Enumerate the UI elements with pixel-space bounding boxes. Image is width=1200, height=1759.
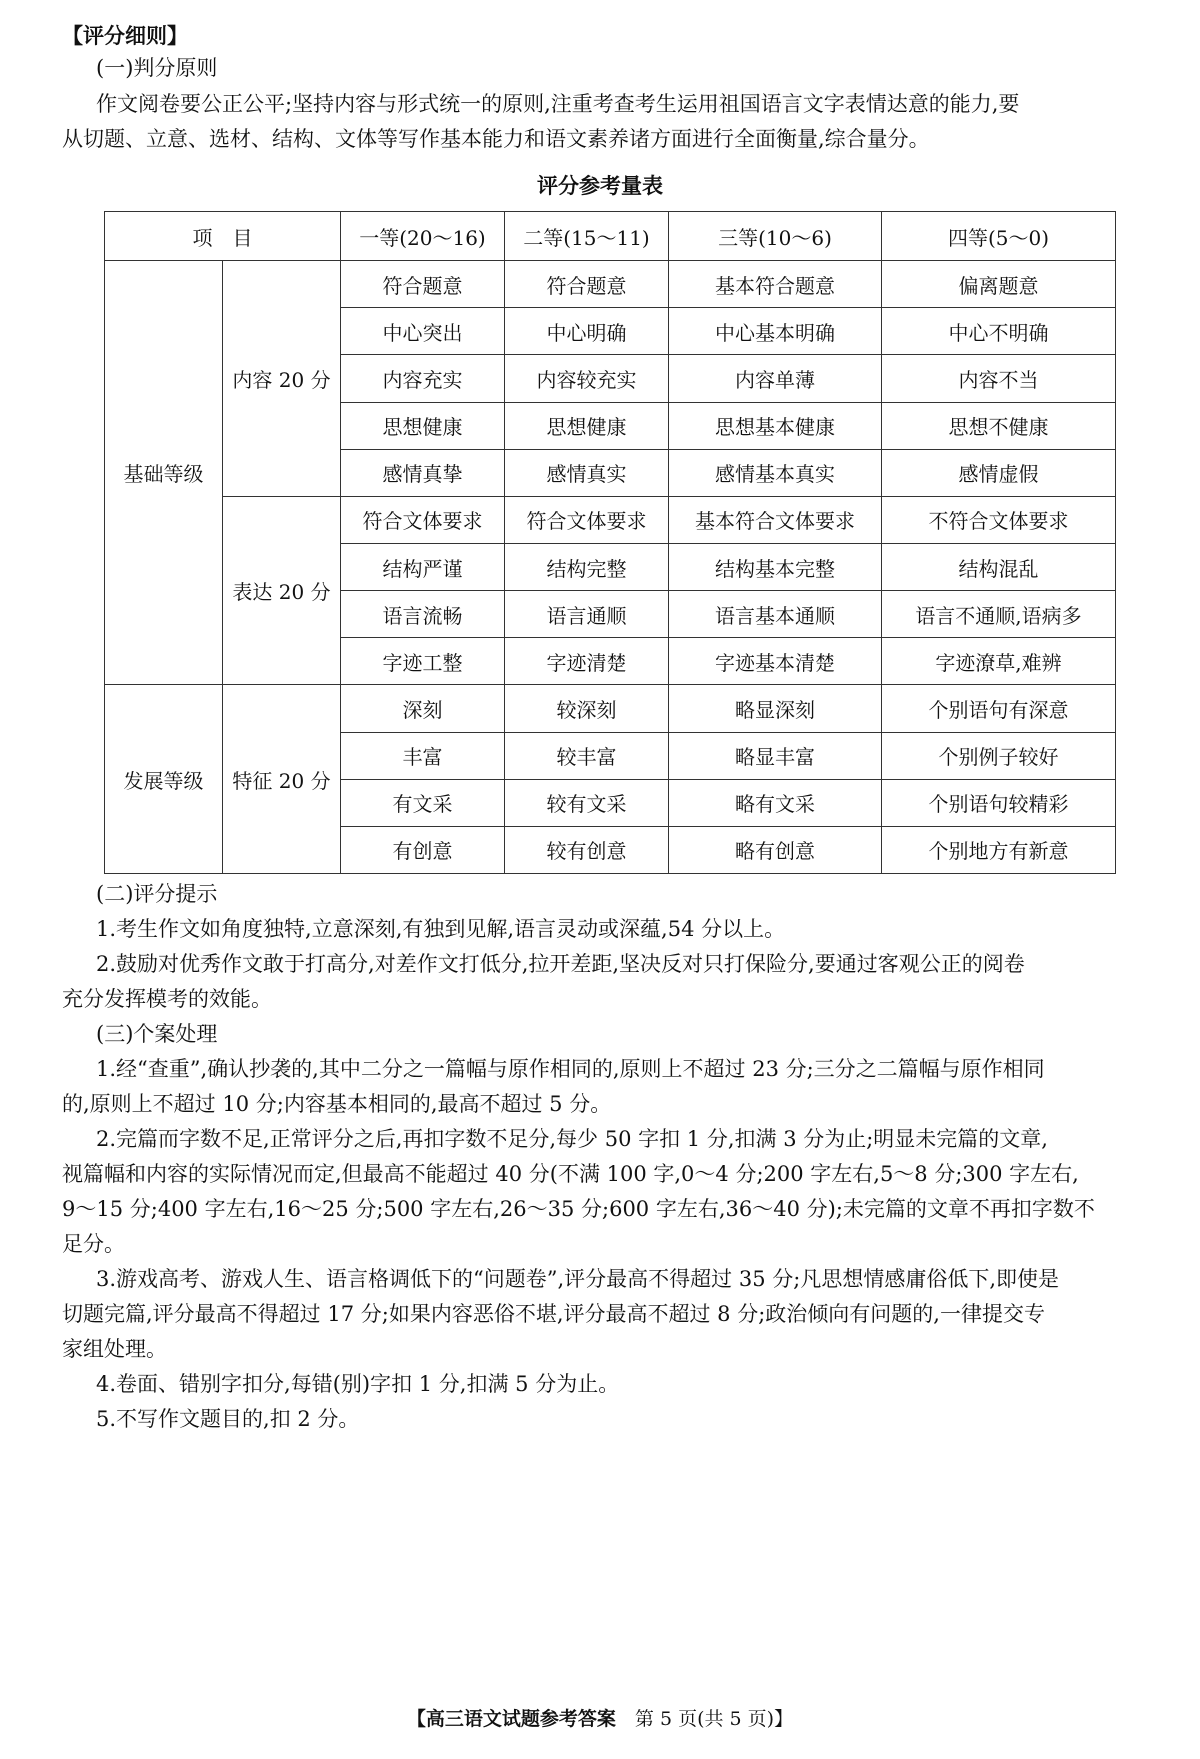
table-cell: 结构完整 — [505, 543, 669, 590]
section2-title: (二)评分提示 — [96, 882, 218, 906]
table-cell: 内容充实 — [341, 355, 505, 402]
table-cell: 基本符合文体要求 — [669, 496, 882, 543]
table-cell: 有文采 — [341, 779, 505, 826]
table-cell: 中心明确 — [505, 308, 669, 355]
section3-line: 切题完篇,评分最高不得超过 17 分;如果内容恶俗不堪,评分最高不超过 8 分;政治倾向有问题的,一律提交专 — [62, 1302, 1045, 1326]
section1-title: (一)判分原则 — [96, 56, 218, 80]
table-cell: 感情真挚 — [341, 449, 505, 496]
footer-page-number: 第 5 页(共 5 页)】 — [634, 1708, 794, 1730]
section3-line: 家组处理。 — [62, 1337, 167, 1361]
table-cell: 较有创意 — [505, 826, 669, 873]
section3-line: 4.卷面、错别字扣分,每错(别)字扣 1 分,扣满 5 分为止。 — [96, 1372, 620, 1396]
item-label-cell: 特征 20 分 — [223, 685, 341, 874]
section3-line: 视篇幅和内容的实际情况而定,但最高不能超过 40 分(不满 100 字,0～4 分;200 字左右,5～8 分;300 字左右, — [62, 1162, 1079, 1186]
table-cell: 中心基本明确 — [669, 308, 882, 355]
table-cell: 丰富 — [341, 732, 505, 779]
table-cell: 略显丰富 — [669, 732, 882, 779]
table-cell: 个别语句有深意 — [882, 685, 1116, 732]
table-cell: 较有文采 — [505, 779, 669, 826]
table-cell: 略有创意 — [669, 826, 882, 873]
table-cell: 结构严谨 — [341, 543, 505, 590]
header-grade4-cell: 四等(5～0) — [882, 212, 1116, 261]
table-cell: 有创意 — [341, 826, 505, 873]
header-grade3-cell: 三等(10～6) — [669, 212, 882, 261]
table-cell: 字迹基本清楚 — [669, 638, 882, 685]
table-cell: 较丰富 — [505, 732, 669, 779]
table-cell: 思想基本健康 — [669, 402, 882, 449]
level-cell: 发展等级 — [105, 685, 223, 874]
table-cell: 字迹清楚 — [505, 638, 669, 685]
section3-line: 5.不写作文题目的,扣 2 分。 — [96, 1407, 360, 1431]
header-item-cell: 项 目 — [105, 212, 341, 261]
section3-line: 足分。 — [62, 1232, 125, 1256]
table-cell: 语言通顺 — [505, 591, 669, 638]
page-footer — [0, 1704, 1200, 1731]
table-row — [105, 261, 1116, 308]
table-cell: 感情真实 — [505, 449, 669, 496]
table-cell: 结构基本完整 — [669, 543, 882, 590]
table-cell: 符合题意 — [505, 261, 669, 308]
table-row — [105, 496, 1116, 543]
table-cell: 个别地方有新意 — [882, 826, 1116, 873]
table-cell: 语言基本通顺 — [669, 591, 882, 638]
table-header-row — [105, 212, 1116, 261]
table-cell: 深刻 — [341, 685, 505, 732]
table-cell: 基本符合题意 — [669, 261, 882, 308]
section3-title: (三)个案处理 — [96, 1022, 218, 1046]
table-cell: 结构混乱 — [882, 543, 1116, 590]
table-cell: 个别语句较精彩 — [882, 779, 1116, 826]
item-label-cell: 内容 20 分 — [223, 261, 341, 497]
rubric-table — [104, 211, 1116, 874]
table-cell: 符合题意 — [341, 261, 505, 308]
level-cell: 基础等级 — [105, 261, 223, 685]
table-cell: 中心突出 — [341, 308, 505, 355]
table-cell: 中心不明确 — [882, 308, 1116, 355]
section2-line: 2.鼓励对优秀作文敢于打高分,对差作文打低分,拉开差距,坚决反对只打保险分,要通过客观公正的阅卷 — [96, 952, 1025, 976]
section3-line: 9～15 分;400 字左右,16～25 分;500 字左右,26～35 分;600 字左右,36～40 分);未完篇的文章不再扣字数不 — [62, 1197, 1095, 1221]
header-grade1-cell: 一等(20～16) — [341, 212, 505, 261]
rubric-table-title: 评分参考量表 — [537, 174, 663, 198]
table-cell: 感情基本真实 — [669, 449, 882, 496]
table-cell: 思想健康 — [341, 402, 505, 449]
table-cell: 感情虚假 — [882, 449, 1116, 496]
table-cell: 偏离题意 — [882, 261, 1116, 308]
table-cell: 语言不通顺,语病多 — [882, 591, 1116, 638]
table-cell: 思想健康 — [505, 402, 669, 449]
section3-line: 的,原则上不超过 10 分;内容基本相同的,最高不超过 5 分。 — [62, 1092, 612, 1116]
section3-line: 2.完篇而字数不足,正常评分之后,再扣字数不足分,每少 50 字扣 1 分,扣满 3 分为止;明显未完篇的文章, — [96, 1127, 1048, 1151]
section2-line: 充分发挥模考的效能。 — [62, 987, 272, 1011]
table-cell: 内容较充实 — [505, 355, 669, 402]
header-grade2-cell: 二等(15～11) — [505, 212, 669, 261]
table-row — [105, 685, 1116, 732]
table-cell: 内容不当 — [882, 355, 1116, 402]
section2-line: 1.考生作文如角度独特,立意深刻,有独到见解,语言灵动或深蕴,54 分以上。 — [96, 917, 786, 941]
table-cell: 符合文体要求 — [341, 496, 505, 543]
table-cell: 符合文体要求 — [505, 496, 669, 543]
page-heading: 【评分细则】 — [62, 24, 188, 48]
section1-paragraph-line2: 从切题、立意、选材、结构、文体等写作基本能力和语文素养诸方面进行全面衡量,综合量分。 — [62, 127, 930, 151]
table-cell: 内容单薄 — [669, 355, 882, 402]
table-cell: 语言流畅 — [341, 591, 505, 638]
table-cell: 字迹潦草,难辨 — [882, 638, 1116, 685]
section3-line: 1.经“查重”,确认抄袭的,其中二分之一篇幅与原作相同的,原则上不超过 23 分;三分之二篇幅与原作相同 — [96, 1057, 1045, 1081]
table-cell: 思想不健康 — [882, 402, 1116, 449]
table-cell: 较深刻 — [505, 685, 669, 732]
table-cell: 字迹工整 — [341, 638, 505, 685]
footer-title: 【高三语文试题参考答案 — [406, 1708, 616, 1730]
section3-line: 3.游戏高考、游戏人生、语言格调低下的“问题卷”,评分最高不得超过 35 分;凡思想情感庸俗低下,即使是 — [96, 1267, 1060, 1291]
item-label-cell: 表达 20 分 — [223, 496, 341, 685]
table-cell: 略有文采 — [669, 779, 882, 826]
table-cell: 不符合文体要求 — [882, 496, 1116, 543]
table-cell: 略显深刻 — [669, 685, 882, 732]
section1-paragraph-line1: 作文阅卷要公正公平;坚持内容与形式统一的原则,注重考查考生运用祖国语言文字表情达意的能力,要 — [96, 92, 1020, 116]
table-cell: 个别例子较好 — [882, 732, 1116, 779]
